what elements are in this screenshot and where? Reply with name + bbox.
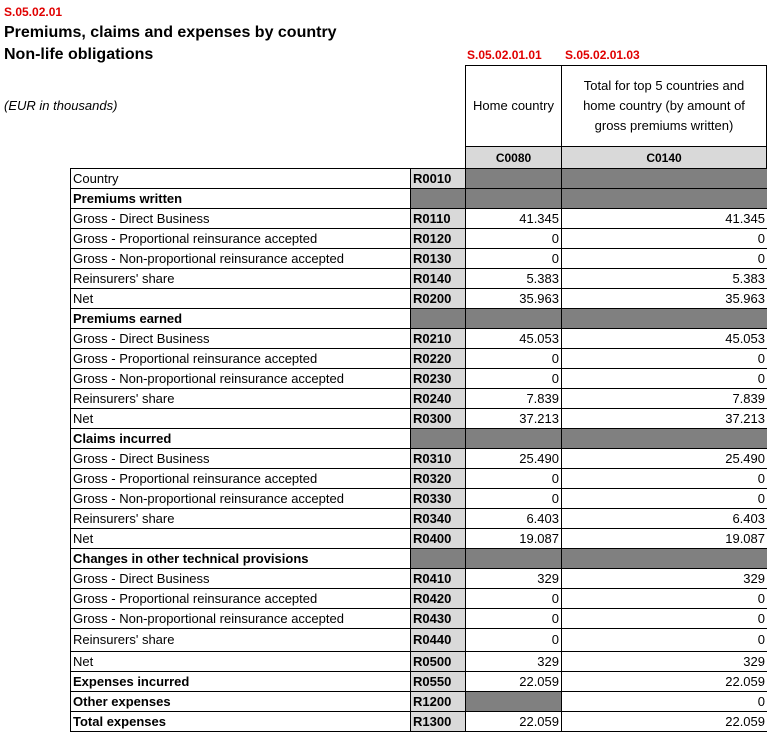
value-cell: 7.839 — [562, 389, 767, 409]
value-cell: 5.383 — [466, 269, 562, 289]
row-code: R0210 — [411, 329, 466, 349]
row-code: R0410 — [411, 569, 466, 589]
table-row — [71, 249, 767, 269]
value-cell: 19.087 — [562, 529, 767, 549]
value-cell: 0 — [466, 629, 562, 652]
value-cell: 0 — [562, 589, 767, 609]
row-label: Gross - Direct Business — [71, 329, 411, 349]
value-cell: 25.490 — [466, 449, 562, 469]
table-row — [71, 489, 767, 509]
row-label: Claims incurred — [71, 429, 411, 449]
row-label: Premiums written — [71, 189, 411, 209]
table-row — [71, 609, 767, 629]
row-code — [411, 429, 466, 449]
table-row — [71, 469, 767, 489]
row-label: Gross - Proportional reinsurance accepted — [71, 469, 411, 489]
empty-cell — [466, 549, 562, 569]
empty-cell — [562, 429, 767, 449]
row-code: R1300 — [411, 712, 466, 732]
value-cell: 0 — [562, 489, 767, 509]
row-code: R0420 — [411, 589, 466, 609]
value-cell: 35.963 — [466, 289, 562, 309]
row-code — [411, 189, 466, 209]
page-subtitle: Non-life obligations — [4, 46, 154, 63]
empty-cell — [466, 169, 562, 189]
row-code: R0400 — [411, 529, 466, 549]
row-label: Country — [71, 169, 411, 189]
row-label: Changes in other technical provisions — [71, 549, 411, 569]
value-cell: 0 — [562, 229, 767, 249]
value-cell: 0 — [466, 249, 562, 269]
row-code: R0240 — [411, 389, 466, 409]
value-cell: 0 — [466, 349, 562, 369]
empty-cell — [466, 189, 562, 209]
value-cell: 41.345 — [466, 209, 562, 229]
row-code: R0130 — [411, 249, 466, 269]
value-cell: 22.059 — [466, 672, 562, 692]
value-cell: 22.059 — [562, 672, 767, 692]
table-row — [71, 509, 767, 529]
row-code: R1200 — [411, 692, 466, 712]
row-label: Gross - Non-proportional reinsurance accepted — [71, 489, 411, 509]
value-cell: 6.403 — [562, 509, 767, 529]
template-code: S.05.02.01 — [4, 5, 63, 19]
empty-cell — [466, 692, 562, 712]
row-label: Reinsurers' share — [71, 629, 411, 652]
value-cell: 0 — [562, 369, 767, 389]
value-cell: 37.213 — [562, 409, 767, 429]
row-label: Net — [71, 289, 411, 309]
value-cell: 0 — [562, 469, 767, 489]
row-code: R0230 — [411, 369, 466, 389]
column-code-c0140: C0140 — [561, 146, 767, 169]
value-cell: 329 — [562, 652, 767, 672]
row-code: R0120 — [411, 229, 466, 249]
empty-cell — [466, 309, 562, 329]
table-row — [71, 529, 767, 549]
table-row — [71, 329, 767, 349]
row-code — [411, 549, 466, 569]
row-code: R0550 — [411, 672, 466, 692]
row-label: Gross - Non-proportional reinsurance accepted — [71, 369, 411, 389]
value-cell: 329 — [562, 569, 767, 589]
table-row — [71, 309, 767, 329]
value-cell: 0 — [562, 629, 767, 652]
value-cell: 0 — [466, 489, 562, 509]
table-row — [71, 209, 767, 229]
value-cell: 0 — [466, 469, 562, 489]
table-row — [71, 672, 767, 692]
column-header-label: Total for top 5 countries and home country (by amount of gross premiums written) — [583, 78, 745, 133]
column-template-code-1: S.05.02.01.01 — [467, 48, 542, 62]
table-row — [71, 549, 767, 569]
row-code: R0310 — [411, 449, 466, 469]
table-row — [71, 349, 767, 369]
table-row — [71, 429, 767, 449]
row-label: Reinsurers' share — [71, 389, 411, 409]
column-template-code-2: S.05.02.01.03 — [565, 48, 640, 62]
value-cell: 45.053 — [562, 329, 767, 349]
value-cell: 329 — [466, 569, 562, 589]
empty-cell — [466, 429, 562, 449]
table-row — [71, 229, 767, 249]
value-cell: 41.345 — [562, 209, 767, 229]
row-code: R0140 — [411, 269, 466, 289]
row-label: Gross - Proportional reinsurance accepted — [71, 229, 411, 249]
table-row — [71, 289, 767, 309]
row-label: Expenses incurred — [71, 672, 411, 692]
row-label: Total expenses — [71, 712, 411, 732]
table-row — [71, 269, 767, 289]
row-code: R0440 — [411, 629, 466, 652]
row-label: Net — [71, 529, 411, 549]
row-label: Gross - Proportional reinsurance accepted — [71, 349, 411, 369]
currency-note: (EUR in thousands) — [4, 98, 118, 113]
value-cell: 7.839 — [466, 389, 562, 409]
value-cell: 0 — [562, 692, 767, 712]
row-code: R0110 — [411, 209, 466, 229]
row-label: Gross - Direct Business — [71, 569, 411, 589]
column-header-home-country — [465, 65, 562, 147]
row-label: Gross - Proportional reinsurance accepted — [71, 589, 411, 609]
value-cell: 35.963 — [562, 289, 767, 309]
row-code: R0200 — [411, 289, 466, 309]
value-cell: 0 — [562, 349, 767, 369]
value-cell: 5.383 — [562, 269, 767, 289]
page-title: Premiums, claims and expenses by country — [4, 24, 337, 41]
empty-cell — [562, 189, 767, 209]
row-label: Other expenses — [71, 692, 411, 712]
value-cell: 25.490 — [562, 449, 767, 469]
row-code: R0500 — [411, 652, 466, 672]
table-row — [71, 449, 767, 469]
empty-cell — [562, 309, 767, 329]
value-cell: 0 — [466, 589, 562, 609]
row-code: R0330 — [411, 489, 466, 509]
table-row — [71, 569, 767, 589]
row-label: Reinsurers' share — [71, 509, 411, 529]
row-code — [411, 309, 466, 329]
table-row — [71, 589, 767, 609]
column-header-top5-total — [561, 65, 767, 147]
row-code: R0320 — [411, 469, 466, 489]
table-row — [71, 189, 767, 209]
data-table — [70, 168, 767, 732]
row-label: Gross - Direct Business — [71, 449, 411, 469]
row-code: R0430 — [411, 609, 466, 629]
row-label: Reinsurers' share — [71, 269, 411, 289]
table-row — [71, 652, 767, 672]
table-row — [71, 169, 767, 189]
row-label: Gross - Direct Business — [71, 209, 411, 229]
value-cell: 37.213 — [466, 409, 562, 429]
row-label: Gross - Non-proportional reinsurance accepted — [71, 609, 411, 629]
row-code: R0300 — [411, 409, 466, 429]
table-row — [71, 389, 767, 409]
table-row — [71, 409, 767, 429]
table-row — [71, 369, 767, 389]
empty-cell — [562, 169, 767, 189]
value-cell: 0 — [466, 609, 562, 629]
table-row — [71, 692, 767, 712]
row-code: R0220 — [411, 349, 466, 369]
row-code: R0010 — [411, 169, 466, 189]
value-cell: 22.059 — [466, 712, 562, 732]
value-cell: 0 — [466, 369, 562, 389]
value-cell: 0 — [466, 229, 562, 249]
row-label: Net — [71, 652, 411, 672]
value-cell: 0 — [562, 609, 767, 629]
row-label: Premiums earned — [71, 309, 411, 329]
row-label: Gross - Non-proportional reinsurance accepted — [71, 249, 411, 269]
value-cell: 22.059 — [562, 712, 767, 732]
value-cell: 329 — [466, 652, 562, 672]
column-header-label: Home country — [473, 98, 554, 113]
row-label: Net — [71, 409, 411, 429]
value-cell: 6.403 — [466, 509, 562, 529]
empty-cell — [562, 549, 767, 569]
value-cell: 0 — [562, 249, 767, 269]
value-cell: 45.053 — [466, 329, 562, 349]
row-code: R0340 — [411, 509, 466, 529]
value-cell: 19.087 — [466, 529, 562, 549]
column-code-c0080: C0080 — [465, 146, 562, 169]
table-row — [71, 712, 767, 732]
table-row — [71, 629, 767, 652]
